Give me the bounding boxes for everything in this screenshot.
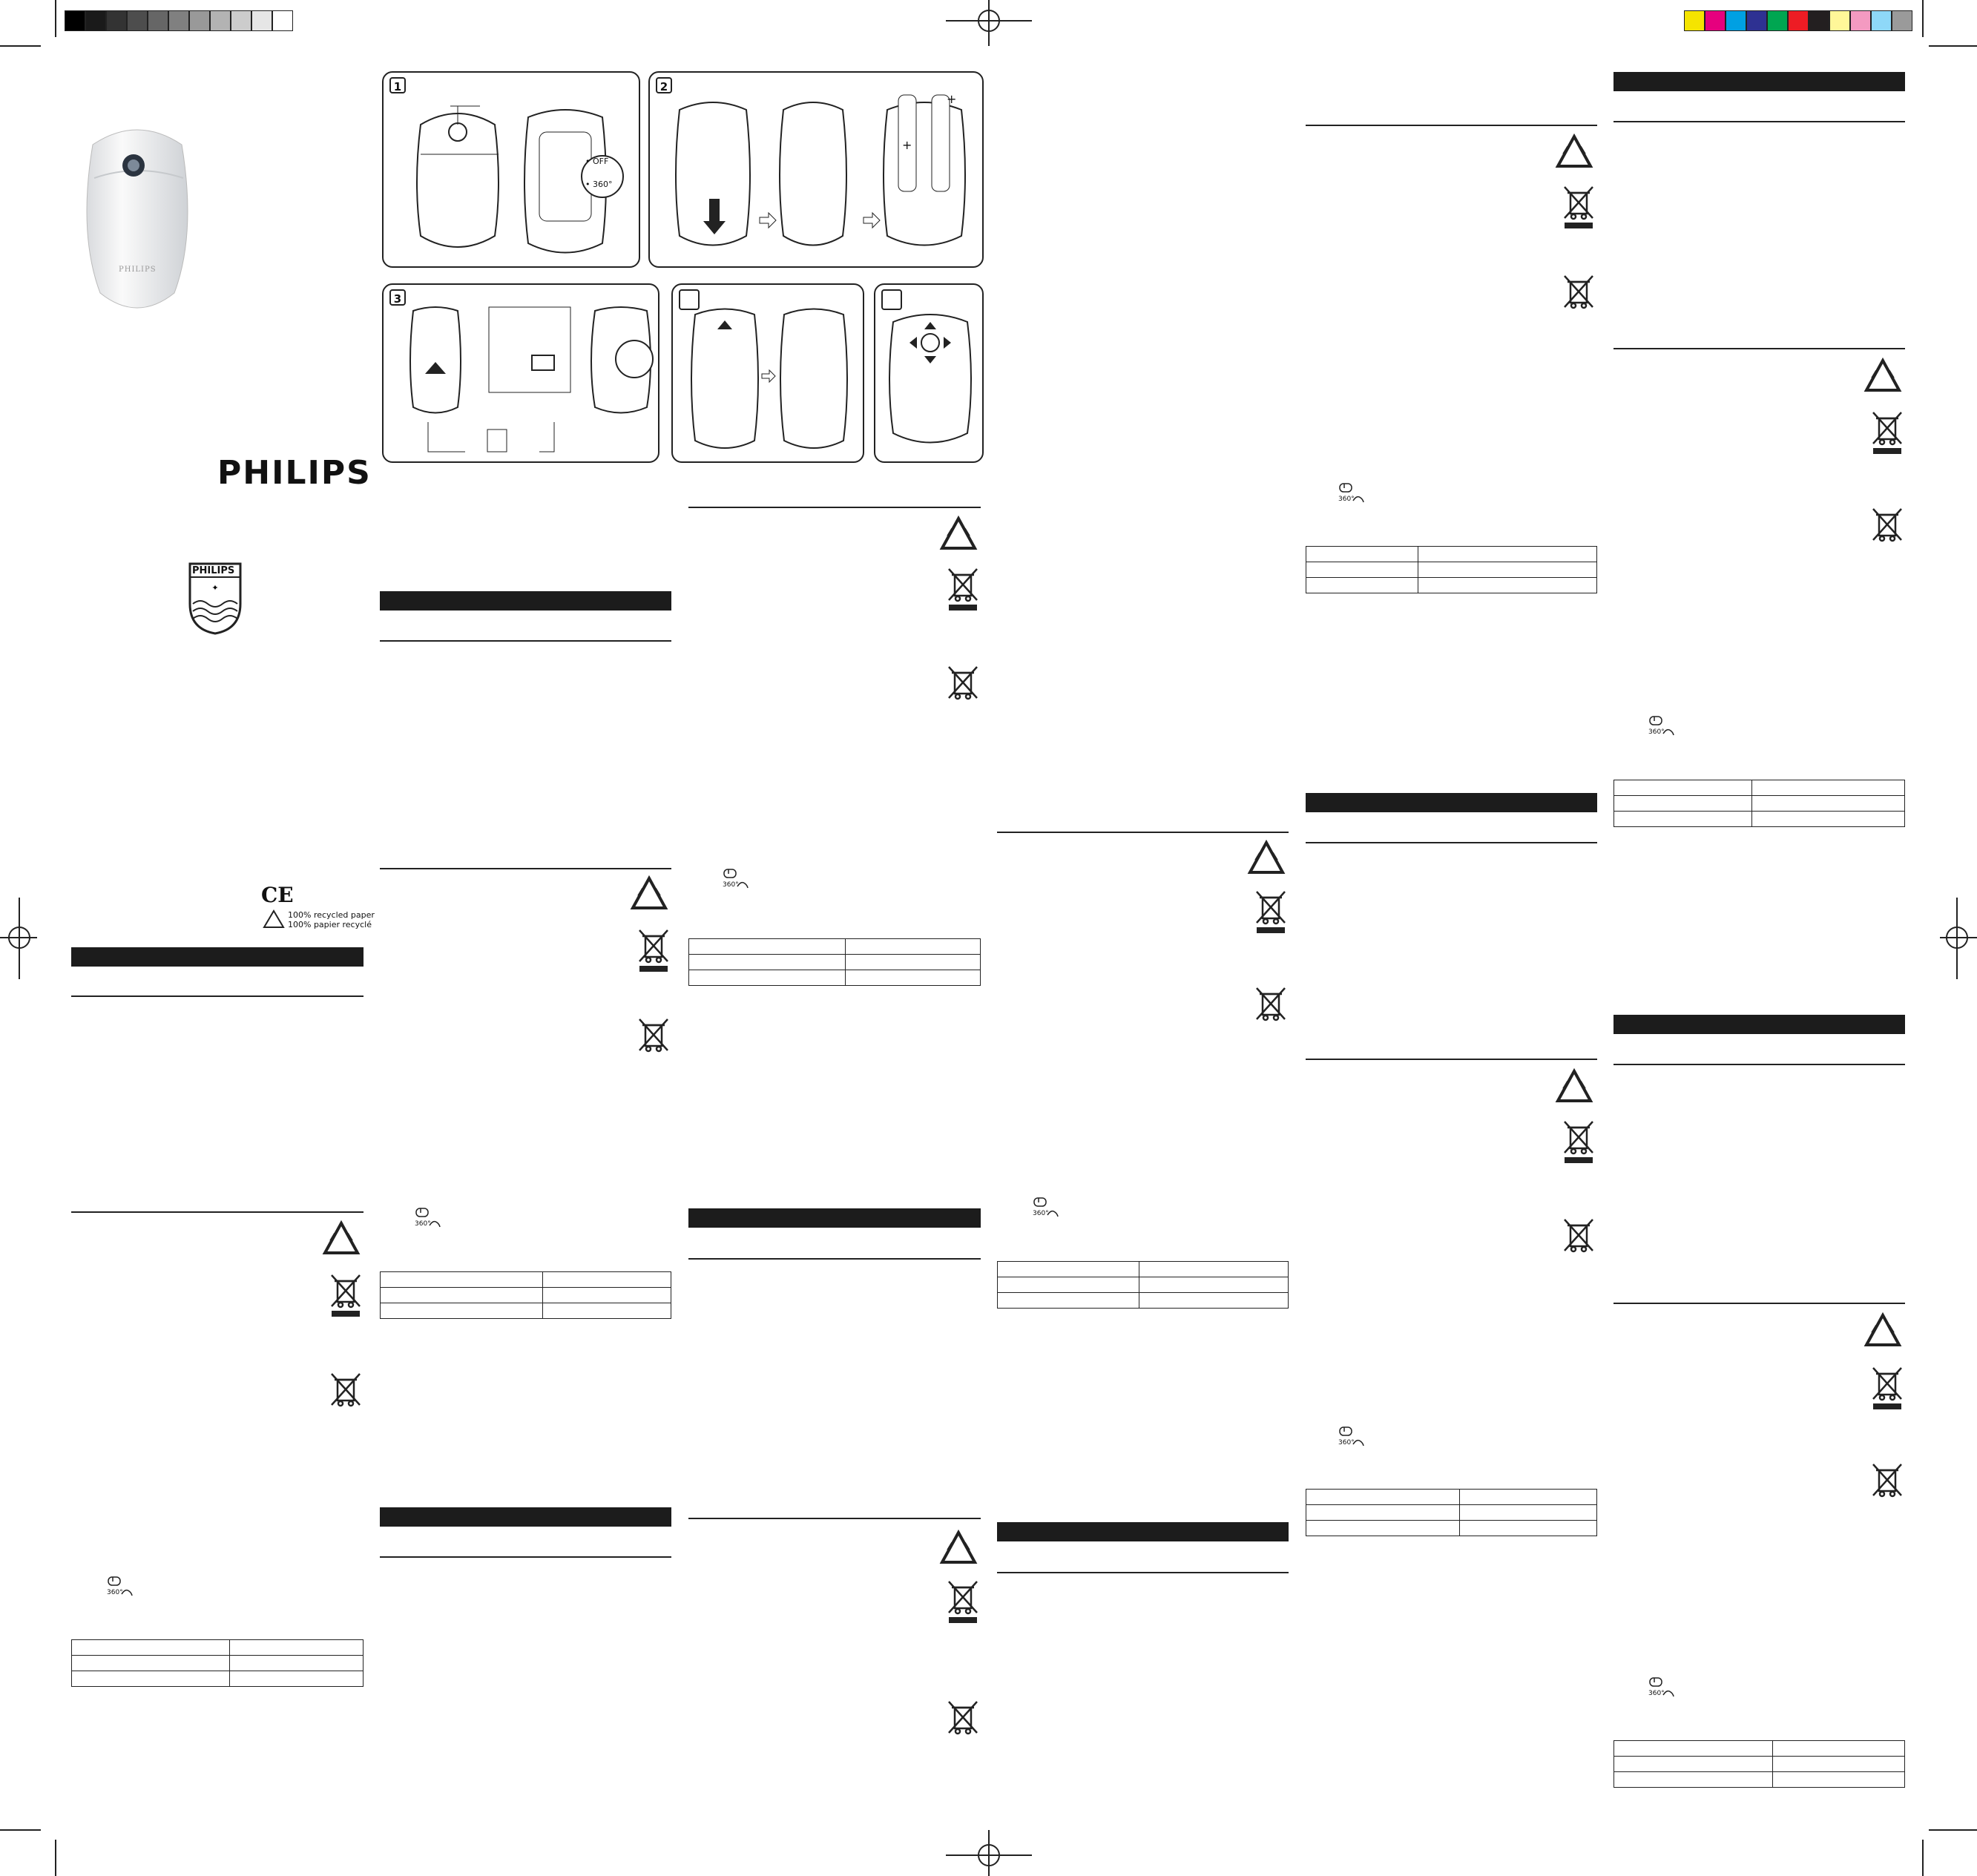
section-heading-bar [380, 591, 671, 610]
table-cell [1773, 1757, 1905, 1772]
mode-360-label: 360° [1338, 496, 1355, 503]
gesture-icon [736, 879, 749, 889]
table-cell [1614, 1772, 1773, 1788]
table-cell [72, 1640, 230, 1656]
table-cell [998, 1277, 1139, 1293]
table-cell [1418, 547, 1597, 562]
step-1-number: 1 [389, 77, 406, 93]
table-row [998, 1277, 1289, 1293]
crossed-bin-icon [329, 1272, 363, 1317]
section-rule [380, 868, 671, 869]
table-row [998, 1293, 1289, 1309]
battery-plus-left: + [902, 138, 912, 152]
spec-table [997, 1261, 1289, 1309]
table-cell [846, 970, 981, 986]
section-rule [1613, 1064, 1905, 1065]
gesture-icon [1662, 726, 1675, 737]
table-cell [1306, 562, 1418, 578]
table-cell [998, 1293, 1139, 1309]
crossed-bin-icon [946, 1579, 980, 1623]
step-3-number: 3 [389, 289, 406, 306]
table-cell [689, 970, 846, 986]
mode-360-label: 360° [1648, 728, 1665, 736]
mouse-brand-label: PHILIPS [119, 266, 157, 274]
table-cell [1306, 1490, 1460, 1505]
table-row [381, 1288, 671, 1303]
table-cell [846, 955, 981, 970]
recycle-icon [319, 1219, 364, 1263]
mode-360-label: 360° [415, 1220, 431, 1228]
section-rule [688, 1258, 981, 1260]
gesture-icon [1352, 1437, 1365, 1447]
spec-table [1613, 780, 1905, 827]
step-1-panel [382, 71, 640, 268]
recycled-paper-fr: 100% papier recyclé [288, 920, 372, 929]
recycle-icon [1244, 838, 1289, 883]
recycle-icon [1861, 356, 1905, 401]
spec-table [688, 938, 981, 986]
step-5-panel [874, 283, 984, 463]
table-cell [1139, 1293, 1289, 1309]
section-rule [1306, 125, 1597, 126]
table-cell [1752, 812, 1905, 827]
table-cell [1614, 1741, 1773, 1757]
battery-bin-icon [1254, 985, 1288, 1030]
battery-plus-right: + [947, 92, 957, 106]
section-rule [1613, 121, 1905, 122]
table-row [1306, 547, 1597, 562]
table-cell [1614, 780, 1752, 796]
table-row [72, 1656, 364, 1671]
table-cell [1418, 562, 1597, 578]
mode-360-label: 360° [1648, 1690, 1665, 1697]
recycle-icon [936, 514, 981, 559]
spec-table [380, 1271, 671, 1319]
table-cell [230, 1656, 364, 1671]
section-heading-bar [1613, 1015, 1905, 1034]
table-row [1614, 1741, 1905, 1757]
section-rule [71, 995, 364, 997]
table-row [689, 939, 981, 955]
table-cell [381, 1272, 543, 1288]
battery-insert-diagram [665, 88, 976, 266]
table-row [689, 970, 981, 986]
section-rule [1613, 1303, 1905, 1304]
mouse-product-image [78, 122, 197, 315]
recycle-paper-icon [263, 909, 285, 929]
table-cell [1460, 1490, 1597, 1505]
table-cell [1306, 1521, 1460, 1536]
table-row [998, 1262, 1289, 1277]
table-cell [846, 939, 981, 955]
table-row [72, 1671, 364, 1687]
crossed-bin-icon [1254, 889, 1288, 933]
table-cell [689, 955, 846, 970]
ce-mark: CE [261, 883, 294, 907]
spec-table [1306, 1489, 1597, 1536]
table-row [1614, 812, 1905, 827]
table-cell [1418, 578, 1597, 593]
step-4-panel [671, 283, 864, 463]
table-cell [543, 1303, 671, 1319]
table-cell [381, 1288, 543, 1303]
battery-bin-icon [636, 1016, 671, 1061]
table-cell [1306, 578, 1418, 593]
mode-360-label: 360° [1033, 1210, 1049, 1217]
table-row [1614, 796, 1905, 812]
battery-bin-icon [1562, 273, 1596, 317]
recycle-icon [627, 874, 671, 918]
section-heading-bar [997, 1522, 1289, 1541]
crossed-bin-icon [1870, 409, 1904, 454]
recycle-icon [1552, 132, 1596, 177]
recycled-paper-en: 100% recycled paper [288, 910, 375, 920]
table-cell [1773, 1741, 1905, 1757]
section-rule [1613, 348, 1905, 349]
section-heading-bar [1306, 793, 1597, 812]
recycle-icon [1861, 1311, 1905, 1355]
table-row [1614, 1757, 1905, 1772]
table-row [1306, 1505, 1597, 1521]
table-cell [230, 1640, 364, 1656]
gesture-icon [428, 1218, 441, 1228]
table-cell [72, 1656, 230, 1671]
crossed-bin-icon [636, 927, 671, 972]
section-rule [688, 1518, 981, 1519]
switch-off-label: • OFF [585, 157, 609, 166]
table-row [1306, 562, 1597, 578]
table-cell [1752, 780, 1905, 796]
table-row [381, 1272, 671, 1288]
battery-bin-icon [1870, 506, 1904, 550]
table-row [72, 1640, 364, 1656]
table-row [1306, 1521, 1597, 1536]
table-cell [230, 1671, 364, 1687]
table-row [1614, 1772, 1905, 1788]
section-rule [997, 832, 1289, 833]
section-heading-bar [1613, 72, 1905, 91]
switch-diagram [680, 307, 858, 463]
table-cell [1614, 796, 1752, 812]
battery-bin-icon [946, 1699, 980, 1743]
section-heading-bar [688, 1208, 981, 1228]
recycle-icon [936, 1528, 981, 1573]
mode-360-label: 360° [723, 881, 739, 889]
step-2-number: 2 [656, 77, 672, 93]
table-cell [1139, 1277, 1289, 1293]
gesture-icon [120, 1587, 134, 1597]
table-row [381, 1303, 671, 1319]
switch-360-label: • 360° [585, 180, 613, 189]
section-rule [380, 1556, 671, 1558]
battery-bin-icon [329, 1371, 363, 1415]
table-cell [998, 1262, 1139, 1277]
table-cell [1460, 1521, 1597, 1536]
section-rule [1306, 842, 1597, 843]
section-heading-bar [71, 947, 364, 967]
spec-table [71, 1639, 364, 1687]
table-cell [381, 1303, 543, 1319]
svg-text:✦: ✦ [211, 583, 219, 593]
section-rule [1306, 1059, 1597, 1060]
step-2-panel [648, 71, 984, 268]
table-cell [1460, 1505, 1597, 1521]
table-cell [1773, 1772, 1905, 1788]
table-cell [1139, 1262, 1289, 1277]
table-cell [72, 1671, 230, 1687]
recycle-icon [1552, 1067, 1596, 1111]
step-3-panel [382, 283, 659, 463]
battery-bin-icon [1870, 1461, 1904, 1506]
section-rule [688, 507, 981, 508]
table-row [1306, 1490, 1597, 1505]
spec-table [1306, 546, 1597, 593]
battery-bin-icon [946, 664, 980, 708]
philips-wordmark: PHILIPS [217, 454, 372, 492]
section-rule [997, 1572, 1289, 1573]
table-cell [1306, 1505, 1460, 1521]
crossed-bin-icon [1562, 184, 1596, 228]
spec-table [1613, 1740, 1905, 1788]
table-cell [1752, 796, 1905, 812]
table-cell [1614, 812, 1752, 827]
crossed-bin-icon [1562, 1119, 1596, 1163]
crossed-bin-icon [1870, 1365, 1904, 1409]
gesture-icon [1352, 493, 1365, 504]
table-row [1306, 578, 1597, 593]
mode-360-label: 360° [107, 1589, 123, 1596]
battery-bin-icon [1562, 1217, 1596, 1261]
section-heading-bar [380, 1507, 671, 1527]
scroll-directions-diagram [884, 307, 976, 455]
section-rule [380, 640, 671, 642]
section-rule [71, 1211, 364, 1213]
gesture-icon [1046, 1208, 1059, 1218]
table-row [689, 955, 981, 970]
table-cell [1306, 547, 1418, 562]
shield-word: PHILIPS [192, 565, 235, 576]
mode-360-label: 360° [1338, 1439, 1355, 1447]
table-cell [1614, 1757, 1773, 1772]
receiver-diagram [398, 303, 654, 459]
table-cell [543, 1272, 671, 1288]
gesture-icon [1662, 1688, 1675, 1698]
table-row [1614, 780, 1905, 796]
table-cell [689, 939, 846, 955]
table-cell [543, 1288, 671, 1303]
crossed-bin-icon [946, 566, 980, 610]
